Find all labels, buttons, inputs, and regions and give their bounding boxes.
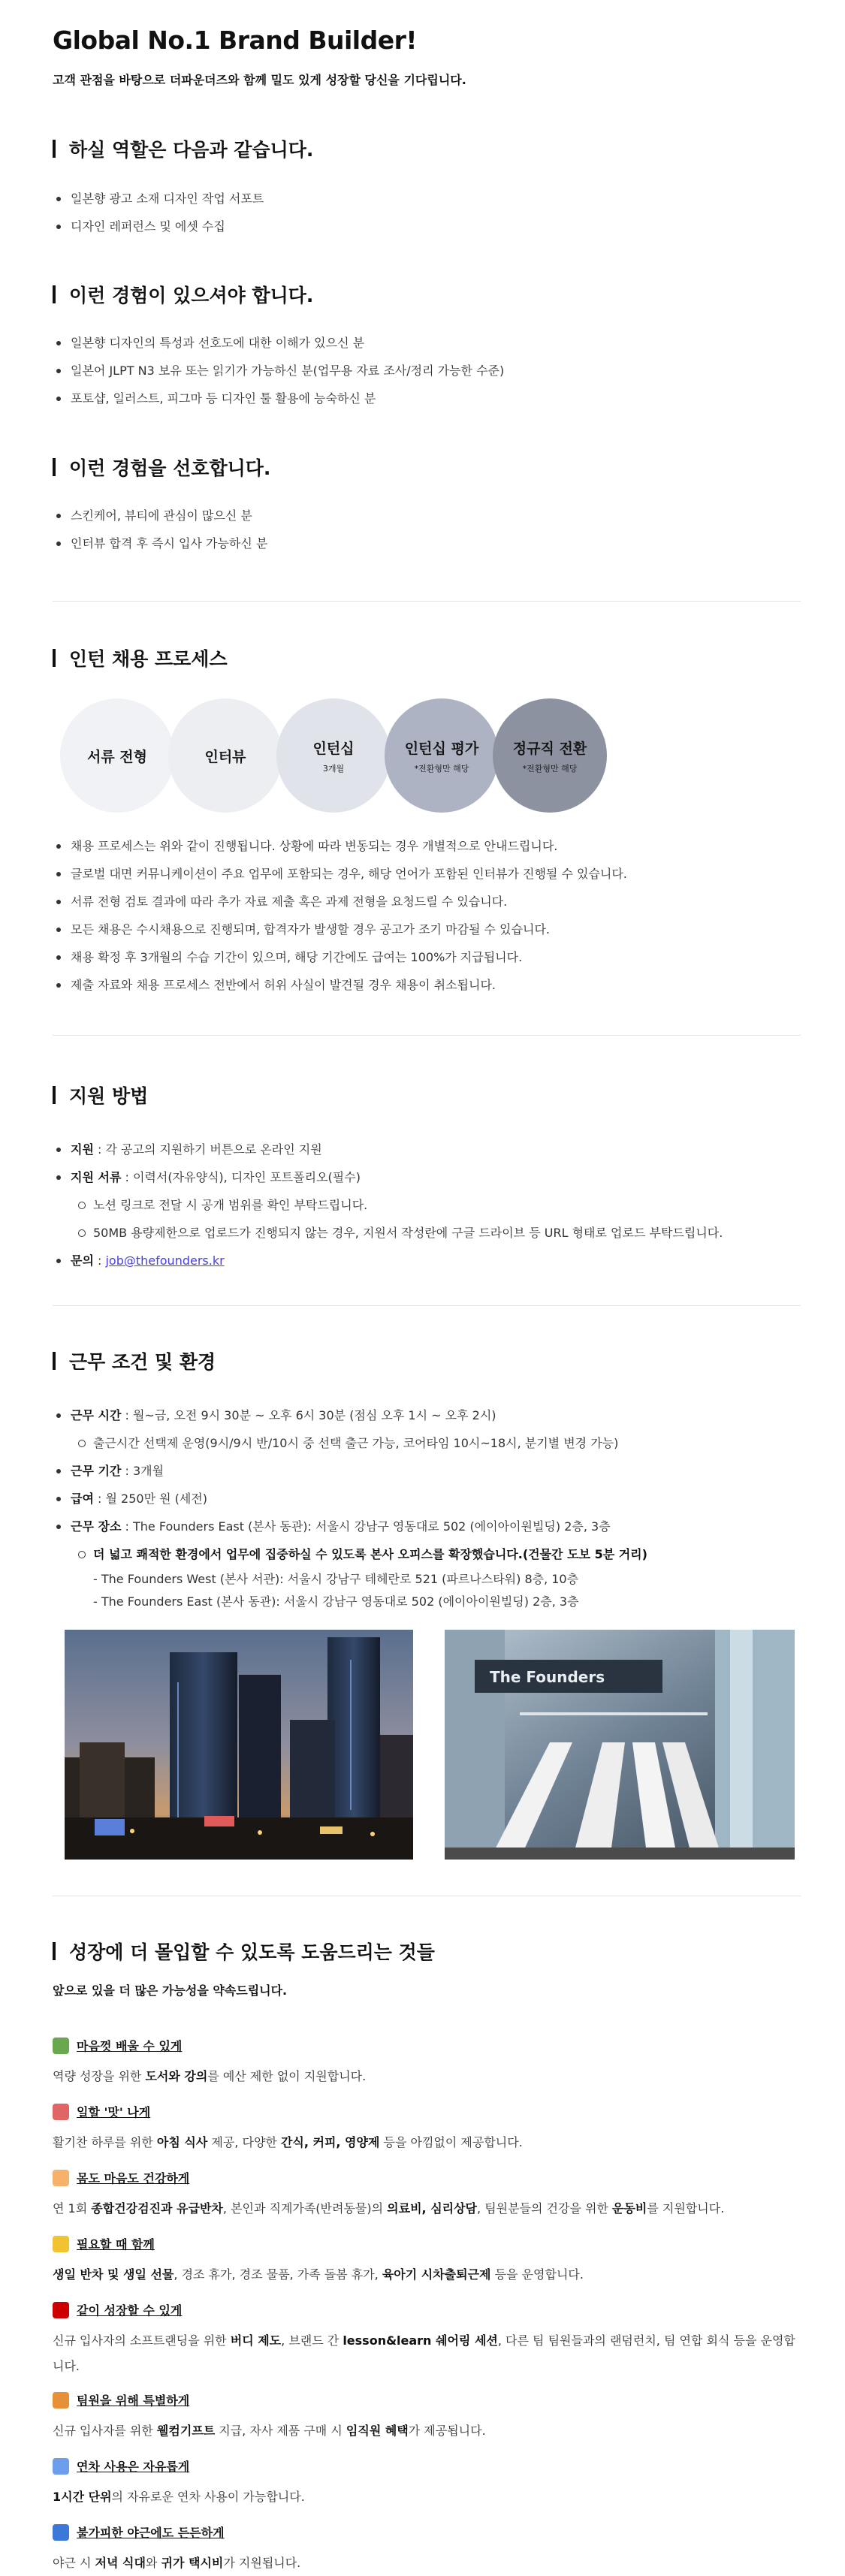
list-item: 제출 자료와 채용 프로세스 전반에서 허위 사실이 발견될 경우 채용이 취소됩니다. [54, 971, 627, 999]
benefit-title [53, 2391, 189, 2409]
benefit-highlight: 생일 반차 및 생일 선물 [53, 2267, 174, 2282]
taxi-icon [53, 2524, 69, 2541]
section-title-requirements [53, 281, 313, 308]
step-label: 인터뷰 [204, 748, 246, 765]
office-entrance-photo [445, 1630, 795, 1860]
benefit-text: 가 제공됩니다. [408, 2424, 486, 2438]
title-bar [53, 1086, 56, 1104]
benefits-subtitle: 앞으로 있을 더 많은 가능성을 약속드립니다. [53, 1983, 288, 1998]
list-item: 인터뷰 합격 후 즉시 입사 가능하신 분 [54, 529, 267, 557]
section-title-apply [53, 1081, 148, 1109]
list-subitem: 노션 링크로 전달 시 공개 범위를 확인 부탁드립니다. [54, 1191, 723, 1219]
title-bar [53, 140, 56, 158]
process-step-interview [168, 698, 282, 813]
preferred-list [54, 502, 267, 557]
divider [53, 601, 801, 602]
page-subtitle: 고객 관점을 바탕으로 더파운더즈와 함께 밀도 있게 성장할 당신을 기다립니다. [53, 73, 466, 87]
benefit-text: , 본인과 직계가족(반려동물)의 [222, 2201, 388, 2216]
process-steps [60, 698, 601, 819]
benefit-title-text: 필요할 때 함께 [77, 2237, 155, 2252]
benefit-highlight: 웰컴기프트 [156, 2424, 216, 2438]
list-item [54, 1401, 647, 1429]
section-title-text: 근무 조건 및 환경 [69, 1351, 216, 1373]
flag-icon [53, 2302, 69, 2318]
benefit-text: 연 1회 [53, 2201, 92, 2216]
benefit-description [53, 2196, 796, 2222]
divider [53, 1305, 801, 1306]
title-bar [53, 1352, 56, 1370]
list-item: 포토샵, 일러스트, 피그마 등 디자인 툴 활용에 능숙하신 분 [54, 385, 504, 412]
benefit-text: , 브랜드 간 [281, 2333, 343, 2348]
benefit-highlight: 간식, 커피, 영양제 [280, 2135, 380, 2149]
list-item: 일본어 JLPT N3 보유 또는 읽기가 가능하신 분(업무용 자료 조사/정리 가능한 수준) [54, 357, 504, 385]
benefit-title-text: 일할 '맛' 나게 [77, 2105, 151, 2119]
process-notes [54, 832, 627, 999]
benefit-description [53, 2550, 796, 2576]
section-title-text: 성장에 더 몰입할 수 있도록 도움드리는 것들 [69, 1941, 435, 1963]
benefit-text: 역량 성장을 위한 [53, 2069, 146, 2083]
apply-list [54, 1136, 723, 1274]
benefit-highlight: 저녁 식대 [95, 2556, 146, 2570]
list-item [54, 1247, 723, 1274]
benefit-title-text: 팀원을 위해 특별하게 [77, 2394, 190, 2408]
benefit-title [53, 2523, 225, 2541]
docs-text: : 이력서(자유양식), 디자인 포트폴리오(필수) [121, 1170, 361, 1184]
apply-text: : 각 공고의 지원하기 버튼으로 온라인 지원 [93, 1142, 322, 1157]
title-bar [53, 1942, 56, 1960]
benefit-highlight: 아침 식사 [156, 2135, 208, 2149]
benefit-text: 의 자유로운 연차 사용이 가능합니다. [111, 2490, 305, 2504]
pay-text: : 월 250만 원 (세전) [93, 1492, 208, 1506]
benefit-text: 신규 입사자의 소프트랜딩을 위한 [53, 2333, 231, 2348]
benefit-title-text: 같이 성장할 수 있게 [77, 2303, 183, 2318]
benefit-description [53, 2064, 796, 2089]
books-icon [53, 2038, 69, 2054]
period-text: : 3개월 [121, 1464, 164, 1478]
benefit-title-text: 몸도 마음도 건강하게 [77, 2171, 190, 2185]
benefit-title [53, 2301, 182, 2318]
benefit-title [53, 2235, 155, 2252]
section-title-text: 하실 역할은 다음과 같습니다. [69, 139, 314, 161]
section-title-conditions [53, 1347, 216, 1374]
step-label: 인턴십 평가 [404, 740, 479, 757]
section-title-process [53, 644, 228, 671]
section-title-text: 인턴 채용 프로세스 [69, 648, 228, 670]
list-subitem: 50MB 용량제한으로 업로드가 진행되지 않는 경우, 지원서 작성란에 구글 드라이브 등 URL 형태로 업로드 부탁드립니다. [54, 1219, 723, 1247]
benefit-description [53, 2418, 796, 2444]
docs-label: 지원 서류 [71, 1170, 122, 1184]
section-title-text: 지원 방법 [69, 1085, 149, 1107]
list-item [54, 1457, 647, 1485]
building-sign: The Founders [490, 1668, 605, 1686]
contact-separator: : [93, 1253, 106, 1268]
benefit-title [53, 2457, 189, 2475]
hours-text: : 월~금, 오전 9시 30분 ~ 오후 6시 30분 (점심 오후 1시 ~ 오후 2시) [121, 1408, 496, 1422]
benefit-text: 등을 아낌없이 제공합니다. [379, 2135, 523, 2149]
benefit-description [53, 2484, 796, 2510]
place-label: 근무 장소 [71, 1519, 122, 1534]
section-title-text: 이런 경험이 있으셔야 합니다. [69, 285, 314, 306]
benefit-highlight: 임직원 혜택 [346, 2424, 409, 2438]
list-item: 모든 채용은 수시채용으로 진행되며, 합격자가 발생할 경우 공고가 조기 마감될 수 있습니다. [54, 915, 627, 943]
office-tower-photo [65, 1630, 413, 1860]
step-label: 서류 전형 [86, 748, 148, 765]
list-item: 일본향 광고 소재 디자인 작업 서포트 [54, 185, 264, 213]
benefit-text: , 팀원분들의 건강을 위한 [477, 2201, 613, 2216]
benefit-highlight: 의료비, 심리상담 [387, 2201, 478, 2216]
page-title: Global No.1 Brand Builder! [53, 26, 417, 55]
step-sublabel: *전환형만 해당 [414, 763, 469, 774]
benefit-text: , 경조 휴가, 경조 물품, 가족 돌봄 휴가, [174, 2267, 382, 2282]
contact-email-link[interactable]: job@thefounders.kr [105, 1253, 225, 1268]
benefit-highlight: lesson&learn 쉐어링 세션 [343, 2333, 498, 2348]
benefit-highlight: 육아기 시차출퇴근제 [382, 2267, 491, 2282]
benefit-title-text: 불가피한 야근에도 든든하게 [77, 2526, 225, 2540]
list-subitem: 더 넓고 쾌적한 환경에서 업무에 집중하실 수 있도록 본사 오피스를 확장했습니다.(건물간 도보 5분 거리) [54, 1540, 647, 1568]
benefit-description [53, 2328, 796, 2379]
conditions-list [54, 1401, 647, 1613]
benefit-title [53, 2037, 182, 2054]
benefit-text: , 다른 팀 팀원들과의 랜덤런치, 팀 연합 회식 등을 운영합니다. [53, 2333, 795, 2373]
calendar-icon [53, 2458, 69, 2475]
benefit-highlight: 도서와 강의 [145, 2069, 208, 2083]
step-sublabel: *전환형만 해당 [522, 763, 578, 774]
title-bar [53, 649, 56, 667]
section-title-benefits [53, 1938, 435, 1965]
benefit-highlight: 버디 제도 [230, 2333, 282, 2348]
benefit-text: 를 지원합니다. [647, 2201, 725, 2216]
step-sublabel: 3개월 [322, 763, 345, 774]
benefit-highlight: 운동비 [612, 2201, 647, 2216]
section-title-preferred [53, 454, 270, 481]
list-item: 글로벌 대면 커뮤니케이션이 주요 업무에 포함되는 경우, 해당 언어가 포함된 인터뷰가 진행될 수 있습니다. [54, 860, 627, 888]
list-item [54, 1136, 723, 1163]
process-step-internship [276, 698, 391, 813]
benefit-description [53, 2262, 796, 2288]
list-subitem: 출근시간 선택제 운영(9시/9시 반/10시 중 선택 출근 가능, 코어타임 10시~18시, 분기별 변경 가능) [54, 1429, 647, 1457]
benefit-text: 가 지원됩니다. [223, 2556, 301, 2570]
step-label: 인턴십 [312, 740, 355, 757]
contact-label: 문의 [71, 1253, 94, 1268]
pay-label: 급여 [71, 1492, 94, 1506]
benefit-highlight: 1시간 단위 [53, 2490, 112, 2504]
address-east: - The Founders East (본사 동관): 서울시 강남구 영동대로 502 (에이아이원빌딩) 2층, 3층 [93, 1594, 579, 1609]
process-step-conversion [493, 698, 607, 813]
process-step-documents [60, 698, 174, 813]
benefit-text: 등을 운영합니다. [490, 2267, 584, 2282]
benefit-title [53, 2169, 189, 2186]
period-label: 근무 기간 [71, 1464, 122, 1478]
benefit-text: 와 [145, 2556, 161, 2570]
candy-icon [53, 2104, 69, 2120]
list-item: 채용 확정 후 3개월의 수습 기간이 있으며, 해당 기간에도 급여는 100%가 지급됩니다. [54, 943, 627, 971]
list-item: 서류 전형 검토 결과에 따라 추가 자료 제출 혹은 과제 전형을 요청드릴 수 있습니다. [54, 888, 627, 915]
hours-label: 근무 시간 [71, 1408, 122, 1422]
benefit-highlight: 귀가 택시비 [161, 2556, 224, 2570]
list-item: 채용 프로세스는 위와 같이 진행됩니다. 상황에 따라 변동되는 경우 개별적으로 안내드립니다. [54, 832, 627, 860]
benefit-title-text: 연차 사용은 자유롭게 [77, 2460, 190, 2474]
process-step-evaluation [385, 698, 499, 813]
role-list [54, 185, 264, 240]
benefit-text: 신규 입사자를 위한 [53, 2424, 157, 2438]
benefit-description [53, 2130, 796, 2155]
title-bar [53, 285, 56, 303]
muscle-icon [53, 2170, 69, 2186]
step-label: 정규직 전환 [512, 740, 587, 757]
benefit-text: 를 예산 제한 없이 지원합니다. [207, 2069, 367, 2083]
list-item: 디자인 레퍼런스 및 에셋 수집 [54, 213, 264, 240]
section-title-role [53, 135, 313, 162]
benefit-text: 활기찬 하루를 위한 [53, 2135, 157, 2149]
benefit-title [53, 2103, 150, 2120]
benefit-text: 제공, 다양한 [207, 2135, 281, 2149]
divider [53, 1035, 801, 1036]
benefit-highlight: 종합건강검진과 유급반차 [91, 2201, 223, 2216]
benefit-text: 지급, 자사 제품 구매 시 [215, 2424, 346, 2438]
place-text: : The Founders East (본사 동관): 서울시 강남구 영동대로 502 (에이아이원빌딩) 2층, 3층 [121, 1519, 611, 1534]
apply-label: 지원 [71, 1142, 94, 1157]
address-west: - The Founders West (본사 서관): 서울시 강남구 테헤란로 521 (파르나스타워) 8층, 10층 [93, 1572, 579, 1586]
people-icon [53, 2236, 69, 2252]
benefit-text: 야근 시 [53, 2556, 95, 2570]
requirements-list [54, 329, 504, 412]
title-bar [53, 458, 56, 476]
list-item [54, 1485, 647, 1513]
benefit-title-text: 마음껏 배울 수 있게 [77, 2039, 183, 2053]
section-title-text: 이런 경험을 선호합니다. [69, 457, 271, 479]
list-item: 일본향 디자인의 특성과 선호도에 대한 이해가 있으신 분 [54, 329, 504, 357]
list-item [54, 1513, 647, 1540]
list-item: 스킨케어, 뷰티에 관심이 많으신 분 [54, 502, 267, 529]
gift-icon [53, 2392, 69, 2409]
list-item [54, 1163, 723, 1191]
